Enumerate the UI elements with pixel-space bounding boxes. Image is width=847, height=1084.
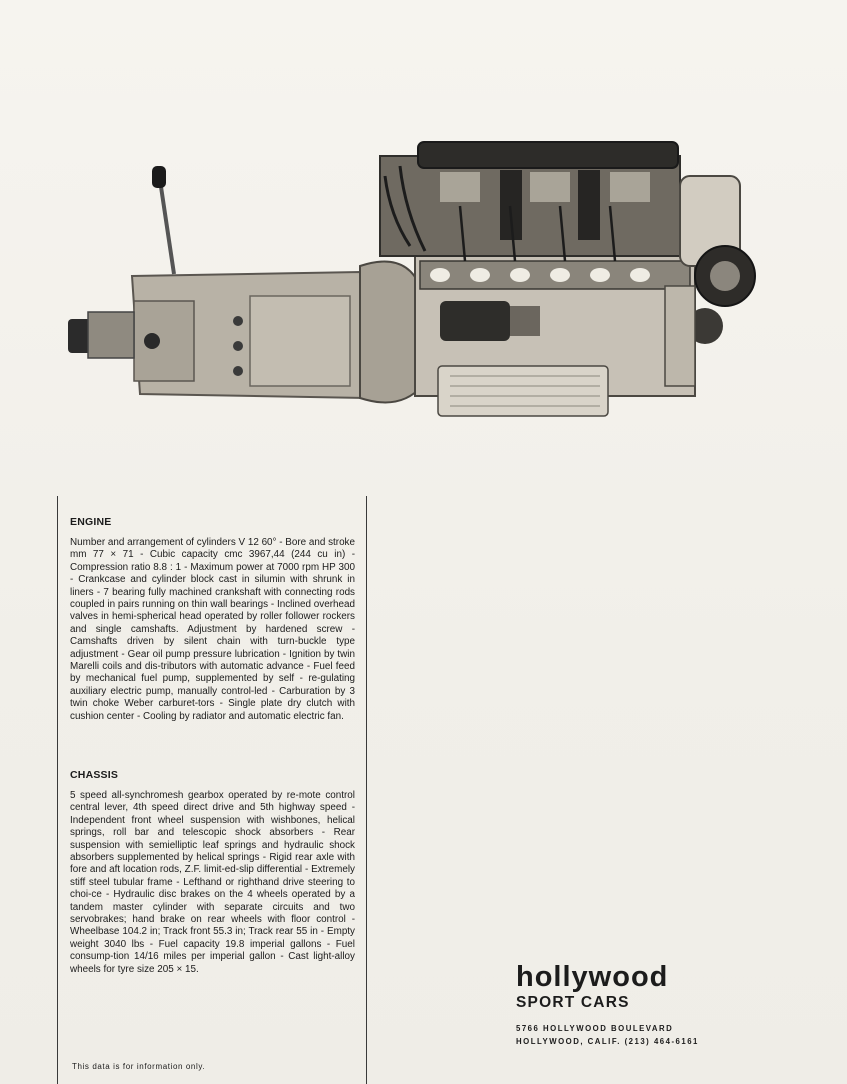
dealer-block [516, 960, 816, 1048]
left-column-rule [57, 496, 58, 1084]
engine-section [70, 516, 355, 723]
engine-heading: ENGINE [70, 516, 112, 528]
chassis-heading: CHASSIS [70, 769, 119, 781]
right-column-rule [366, 496, 367, 1084]
dealer-subtitle: SPORT CARS [516, 994, 630, 1011]
chassis-section [70, 769, 355, 976]
dealer-address-line-2: HOLLYWOOD, CALIF. (213) 464-6161 [516, 1037, 699, 1046]
disclaimer-text: This data is for information only. [72, 1062, 206, 1071]
dealer-name: hollywood [516, 961, 669, 993]
chassis-specs-text: 5 speed all-synchromesh gearbox operated by re-mote control central lever, 4th speed direct drive and 5th highway speed - Independent front wheel suspension with wishbones, helical springs, roll bar and telescopic shock absorbers - Rear suspension with semielliptic leaf springs and hydraulic shock absorbers supplemented by helical springs - Rigid rear axle with fore and aft location rods, Z.F. limit-ed-slip differential - Extremely stiff steel tubular frame - Lefthand or righthand drive steering to choi-ce - Hydraulic disc brakes on the 4 wheels operated by a tandem master cylinder with separate circuits and two servobrakes; hand brake on rear wheels with floor control - Wheelbase 104.2 in; Track front 55.3 in; Track rear 55 in - Empty weight 3040 lbs - Fuel capacity 19.8 imperial gallons - Fuel consump-tion 14/16 miles per imperial gallon - Cast light-alloy wheels for tyre size 205 × 15. [70, 790, 355, 975]
engine-specs-text: Number and arrangement of cylinders V 12 60° - Bore and stroke mm 77 × 71 - Cubic capacity cmc 3967,44 (244 cu in) - Compression ratio 8.8 : 1 - Maximum power at 7000 rpm HP 300 - Crankcase and cylinder block cast in silumin with shrunk in liners - 7 bearing fully machined crankshaft with connecting rods coupled in pairs running on thin wall bearings - Inclined overhead valves in hemi-spherical head operated by roller follower rockers and single camshafts. Adjustment by hardened screw - Camshafts driven by silent chain with turn-buckle type adjustment - Gear oil pump pressure lubrication - Ignition by twin Marelli coils and dis-tributors with automatic advance - Fuel feed by mechanical fuel pump, supplemented by self - re-gulating auxiliary electric pump, manually control-led - Carburation by 3 twin choke Weber carburet-tors - Single plate dry clutch with cushion center - Cooling by radiator and automatic electric fan. [70, 537, 355, 722]
dealer-address-line-1: 5766 HOLLYWOOD BOULEVARD [516, 1024, 674, 1033]
engine-photo [60, 136, 760, 426]
